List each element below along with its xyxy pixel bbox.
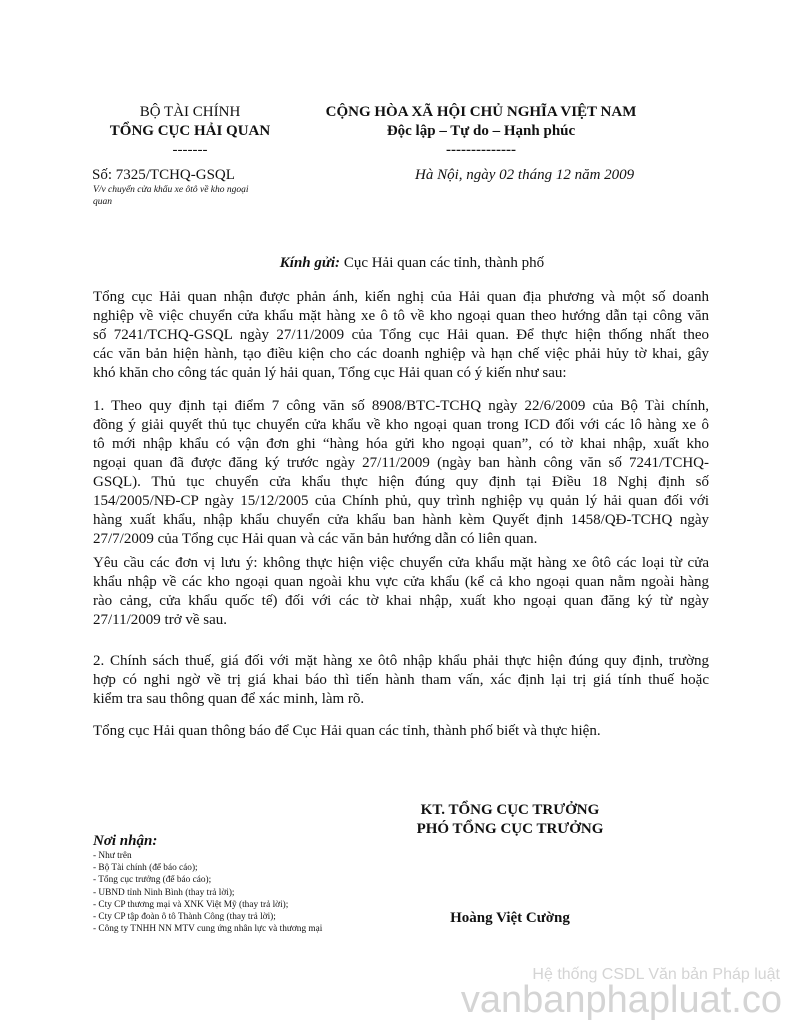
- signer-name: Hoàng Việt Cường: [450, 910, 570, 926]
- text-line: số 7241/TCHQ-GSQL ngày 27/11/2009 của Tổng cục Hải quan. Để thực hiện thống nhất theo: [93, 327, 709, 343]
- watermark-site: vanbanphapluat.co: [460, 979, 782, 1021]
- text-line: Tổng cục Hải quan nhận được phản ánh, kiến nghị của Hải quan địa phương và một số doanh: [93, 289, 709, 305]
- recipients-title: Nơi nhận:: [93, 833, 158, 849]
- place-date: Hà Nội, ngày 02 tháng 12 năm 2009: [415, 167, 635, 183]
- recipient-item: - UBND tỉnh Ninh Bình (thay trả lời);: [93, 887, 235, 898]
- text-line: các văn bản hiện hành, tạo điều kiện cho các doanh nghiệp và hạn chế việc phải hủy tờ khai, gây: [93, 346, 709, 362]
- recipient-item: - Bộ Tài chính (để báo cáo);: [93, 863, 198, 874]
- recipient-item: - Tổng cục trưởng (để báo cáo);: [93, 875, 212, 886]
- text-line: hợp có nghi ngờ về trị giá khai báo thì tiến hành tham vấn, xác định lại trị giá tính thuế hoặc: [93, 672, 709, 688]
- recipient-item: - Cty CP thương mại và XNK Việt Mỹ (thay trả lời);: [93, 899, 289, 910]
- paragraph-intro: [93, 288, 709, 383]
- national-header: [300, 103, 662, 160]
- text-line: 154/2005/NĐ-CP ngày 15/12/2005 của Chính phủ, quy trình nghiệp vụ quản lý hải quan đối với: [93, 493, 709, 509]
- addressee: [0, 254, 800, 273]
- left-rule: -------: [172, 142, 208, 158]
- text-line: khẩu nhập về các kho ngoại quan ngoài khu vực cửa khẩu (kể cả kho ngoại quan nằm ngoài hàng: [93, 574, 709, 590]
- addressee-value: Cục Hải quan các tỉnh, thành phố: [340, 255, 545, 271]
- signature-block: [380, 801, 640, 928]
- text-line: 2. Chính sách thuế, giá đối với mặt hàng xe ôtô nhập khẩu phải thực hiện đúng quy định, trường: [93, 653, 709, 669]
- subject: [93, 185, 249, 208]
- text-line: rào cảng, cửa khẩu quốc tế) đối với các tờ khai nhập, xuất kho ngoại quan đăng ký từ ngày: [93, 593, 709, 609]
- watermark-line1: Hệ thống CSDL Văn bản Pháp luật: [532, 966, 780, 983]
- signature-subtitle: PHÓ TỔNG CỤC TRƯỞNG: [416, 821, 604, 837]
- paragraph-closing: [93, 722, 709, 741]
- text-line: hàng xuất khẩu, nhập khẩu chuyển cửa khẩu ban hành kèm Quyết định 1458/QĐ-TCHQ ngày: [93, 512, 709, 528]
- ministry-name: BỘ TÀI CHÍNH: [139, 104, 241, 120]
- recipient-item: - Như trên: [93, 851, 132, 861]
- department-name: TỔNG CỤC HẢI QUAN: [109, 123, 271, 139]
- text-line: nghiệp về việc chuyển cửa khẩu mặt hàng xe ô tô về kho ngoại quan theo hướng dẫn tại công văn: [93, 308, 709, 324]
- text-line: Yêu cầu các đơn vị lưu ý: không thực hiện việc chuyển cửa khẩu mặt hàng xe ôtô các loại từ cửa: [93, 555, 709, 571]
- text-line: tô mới nhập khẩu có vận đơn ghi “hàng hóa gửi kho ngoại quan”, có tờ khai nhập, xuất kho: [93, 436, 709, 452]
- signature-title: KT. TỔNG CỤC TRƯỞNG: [420, 802, 600, 818]
- text-line: GSQL). Thủ tục chuyển cửa khẩu thực hiện đúng quy định tại Điều 18 Nghị định số: [93, 474, 709, 490]
- recipient-item: - Cty CP tập đoàn ô tô Thành Công (thay trả lời);: [93, 912, 276, 923]
- text-line: 1. Theo quy định tại điểm 7 công văn số 8908/BTC-TCHQ ngày 22/6/2009 của Bộ Tài chính,: [93, 398, 709, 414]
- subject-line: quan: [93, 196, 112, 207]
- recipient-item: - Công ty TNHH NN MTV cung ứng nhân lực và thương mại: [93, 924, 323, 935]
- text-line: khó khăn cho công tác quản lý hải quan, Tổng cục Hải quan có ý kiến như sau:: [93, 365, 567, 381]
- right-rule: --------------: [446, 142, 516, 158]
- paragraph-item-1: [93, 397, 709, 549]
- text-line: kiểm tra sau thông quan để xác minh, làm rõ.: [93, 691, 365, 707]
- recipients-list: [93, 850, 322, 935]
- national-motto: Độc lập – Tự do – Hạnh phúc: [386, 123, 576, 139]
- recipients-block: [93, 832, 322, 935]
- text-line: 27/7/2009 của Tổng cục Hải quan và các văn bản hướng dẫn có liên quan.: [93, 531, 538, 547]
- nation-name: CỘNG HÒA XÃ HỘI CHỦ NGHĨA VIỆT NAM: [325, 104, 637, 120]
- text-line: 27/11/2009 trở về sau.: [93, 612, 228, 628]
- doc-number: Số: 7325/TCHQ-GSQL: [92, 167, 235, 183]
- text-line: đồng ý giải quyết thủ tục chuyển cửa khẩu về kho ngoại quan trong ICD đối với các lô hàng xe ô: [93, 417, 709, 433]
- paragraph-item-2: [93, 652, 709, 709]
- addressee-label: Kính gửi:: [279, 255, 341, 271]
- issuer-block: [90, 103, 290, 160]
- paragraph-requirement: [93, 554, 709, 630]
- subject-line: V/v chuyển cửa khẩu xe ôtô về kho ngoại: [93, 185, 249, 195]
- text-line: Tổng cục Hải quan thông báo để Cục Hải quan các tỉnh, thành phố biết và thực hiện.: [93, 723, 601, 739]
- text-line: ngoại quan đã được đăng ký trước ngày 27/11/2009 (ngày ban hành công văn số 7241/TCHQ-: [93, 455, 709, 471]
